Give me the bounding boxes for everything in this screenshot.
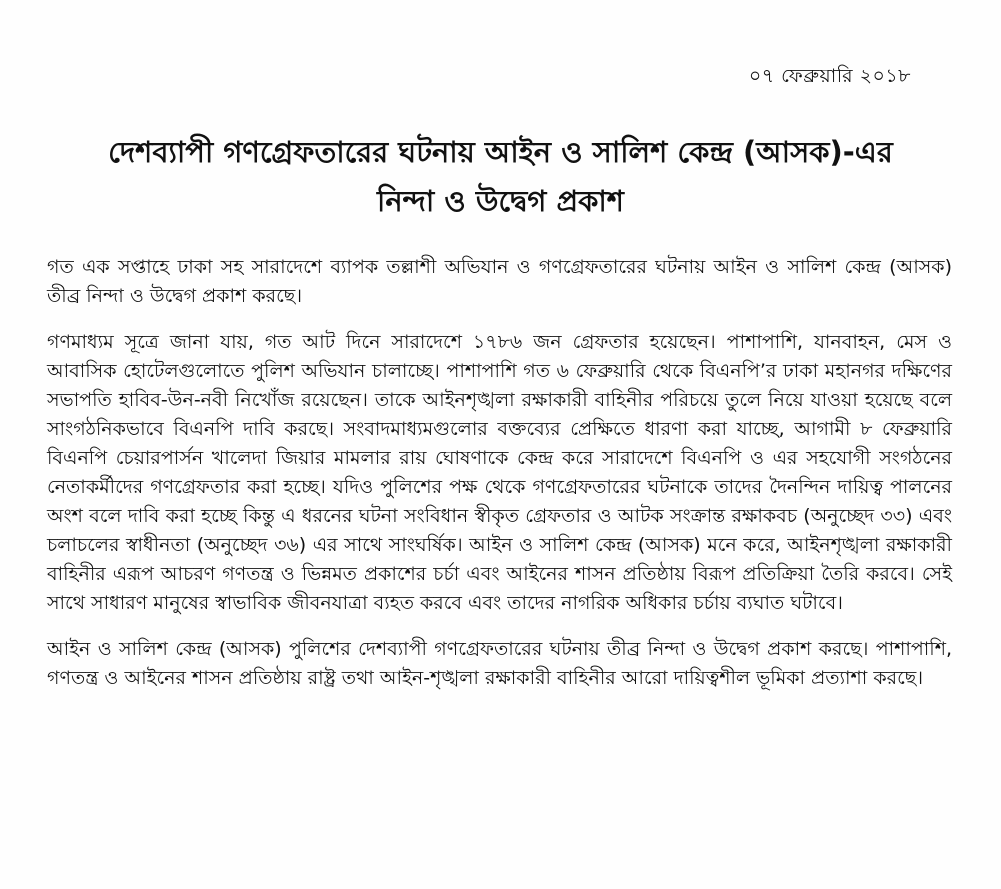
- title-line-2: নিন্দা ও উদ্বেগ প্রকাশ: [377, 184, 624, 218]
- release-date: ০৭ ফেব্রুয়ারি ২০১৮: [748, 65, 911, 87]
- paragraph-1: গত এক সপ্তাহে ঢাকা সহ সারাদেশে ব্যাপক তল্লাশী অভিযান ও গণগ্রেফতারের ঘটনায় আইন ও সালিশ কেন্দ্র (আসক) তীব্র নিন্দা ও উদ্বেগ প্রকাশ করছে।: [47, 256, 952, 307]
- title-line-1: দেশব্যাপী গণগ্রেফতারের ঘটনায় আইন ও সালিশ কেন্দ্র (আসক)-এর: [108, 135, 893, 169]
- press-release-title: [60, 128, 941, 226]
- paragraph-3: আইন ও সালিশ কেন্দ্র (আসক) পুলিশের দেশব্যাপী গণগ্রেফতারের ঘটনায় তীব্র নিন্দা ও উদ্বেগ প্রকাশ করছে। পাশাপাশি, গণতন্ত্র ও আইনের শাসন প্রতিষ্ঠায় রাষ্ট্র তথা আইন-শৃঙ্খলা রক্ষাকারী বাহিনীর আরো দায়িত্বশীল ভূমিকা প্রত্যাশা করছে।: [47, 638, 952, 689]
- press-release-body: [47, 253, 952, 710]
- paragraph-2: গণমাধ্যম সূত্রে জানা যায়, গত আট দিনে সারাদেশে ১৭৮৬ জন গ্রেফতার হয়েছেন। পাশাপাশি, যানবাহন, মেস ও আবাসিক হোটেলগুলোতে পুলিশ অভিযান চালাচ্ছে। পাশাপাশি গত ৬ ফেব্রুয়ারি থেকে বিএনপি’র ঢাকা মহানগর দক্ষিণের সভাপতি হাবিব-উন-নবী নিখোঁজ রয়েছেন। তাকে আইনশৃঙ্খলা রক্ষাকারী বাহিনীর পরিচয়ে তুলে নিয়ে যাওয়া হয়েছে বলে সাংগঠনিকভাবে বিএনপি দাবি করছে। সংবাদমাধ্যমগুলোর বক্তব্যের প্রেক্ষিতে ধারণা করা যাচ্ছে, আগামী ৮ ফেব্রুয়ারি বিএনপি চেয়ারপার্সন খালেদা জিয়ার মামলার রায় ঘোষণাকে কেন্দ্র করে সারাদেশে বিএনপি ও এর সহযোগী সংগঠনের নেতাকর্মীদের গণগ্রেফতার করা হচ্ছে। যদিও পুলিশের পক্ষ থেকে গণগ্রেফতারের ঘটনাকে তাদের দৈনন্দিন দায়িত্ব পালনের অংশ বলে দাবি করা হচ্ছে কিন্তু এ ধরনের ঘটনা সংবিধান স্বীকৃত গ্রেফতার ও আটক সংক্রান্ত রক্ষাকবচ (অনুচ্ছেদ ৩৩) এবং চলাচলের স্বাধীনতা (অনুচ্ছেদ ৩৬) এর সাথে সাংঘর্ষিক। আইন ও সালিশ কেন্দ্র (আসক) মনে করে, আইনশৃঙ্খলা রক্ষাকারী বাহিনীর এরূপ আচরণ গণতন্ত্র ও ভিন্নমত প্রকাশের চর্চা এবং আইনের শাসন প্রতিষ্ঠায় বিরূপ প্রতিক্রিয়া তৈরি করবে। সেই সাথে সাধারণ মানুষের স্বাভাবিক জীবনযাত্রা ব্যহত করবে এবং তাদের নাগরিক অধিকার চর্চায় ব্যঘাত ঘটাবে।: [47, 331, 952, 614]
